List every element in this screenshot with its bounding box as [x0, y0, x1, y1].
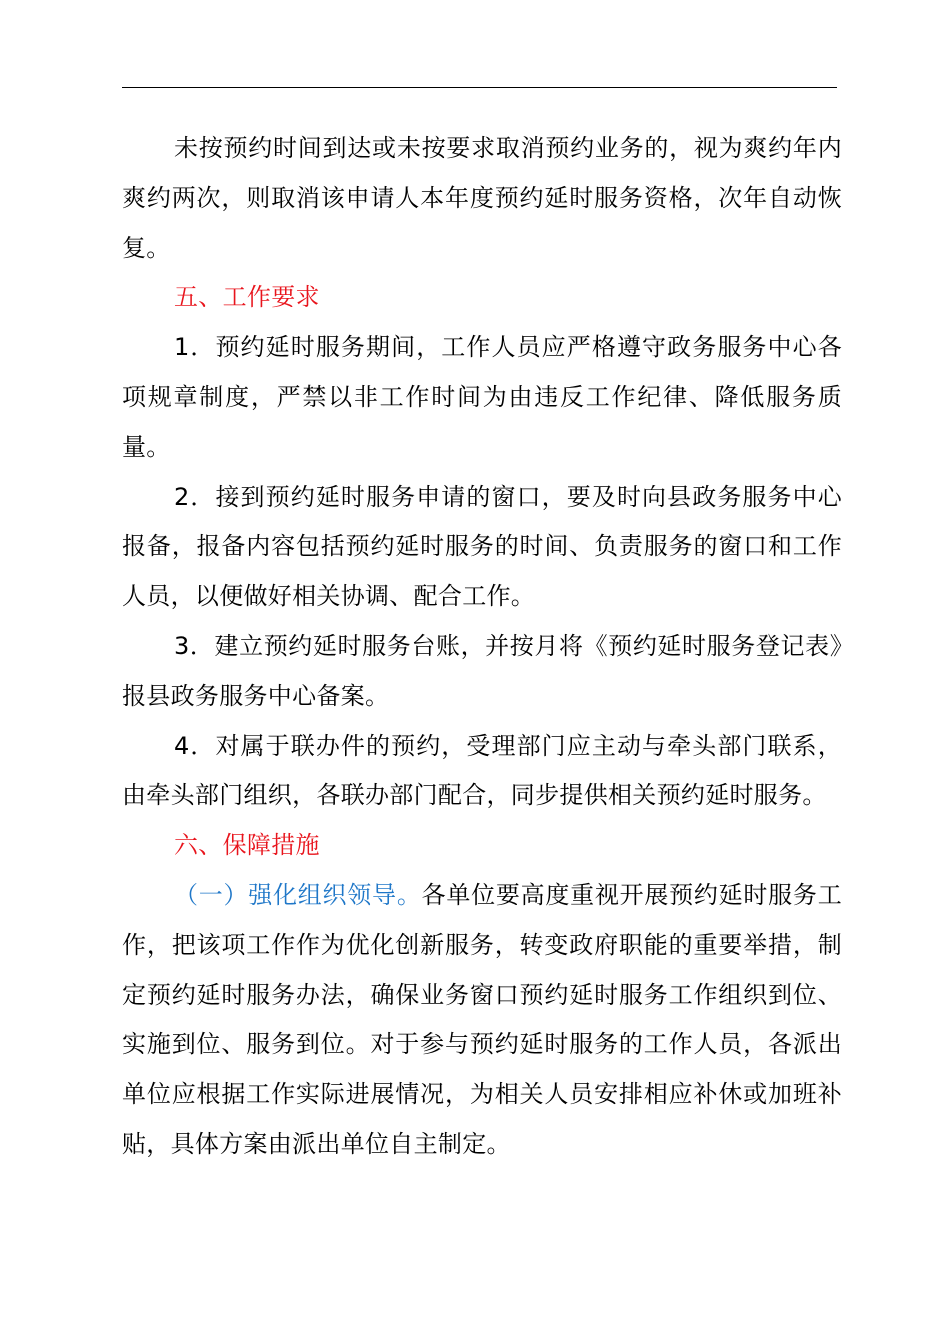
subheading-strengthen-leadership: （一）强化组织领导。	[174, 880, 422, 909]
document-body	[122, 124, 842, 1170]
section-heading-safeguards: 六、保障措施	[174, 831, 320, 860]
section-heading-work-requirements: 五、工作要求	[174, 283, 320, 312]
paragraph-requirement-4: 4．对属于联办件的预约，受理部门应主动与牵头部门联系，由牵头部门组织，各联办部门配合，同步提供相关预约延时服务。	[122, 731, 842, 810]
paragraph-safeguard-1-body: 各单位要高度重视开展预约延时服务工作，把该项工作作为优化创新服务，转变政府职能的重要举措，制定预约延时服务办法，确保业务窗口预约延时服务工作组织到位、实施到位、服务到位。对于参与预约延时服务的工作人员，各派出单位应根据工作实际进展情况，为相关人员安排相应补休或加班补贴，具体方案由派出单位自主制定。	[122, 880, 842, 1158]
paragraph-requirement-2: 2．接到预约延时服务申请的窗口，要及时向县政务服务中心报备，报备内容包括预约延时服务的时间、负责服务的窗口和工作人员，以便做好相关协调、配合工作。	[122, 482, 842, 611]
paragraph-requirement-1: 1．预约延时服务期间，工作人员应严格遵守政务服务中心各项规章制度，严禁以非工作时间为由违反工作纪律、降低服务质量。	[122, 333, 842, 461]
header-rule	[122, 87, 837, 88]
paragraph-no-show-policy: 未按预约时间到达或未按要求取消预约业务的，视为爽约年内爽约两次，则取消该申请人本年度预约延时服务资格，次年自动恢复。	[122, 134, 842, 262]
paragraph-requirement-3: 3．建立预约延时服务台账，并按月将《预约延时服务登记表》报县政务服务中心备案。	[122, 631, 842, 710]
paragraph-safeguard-1	[122, 871, 842, 1170]
